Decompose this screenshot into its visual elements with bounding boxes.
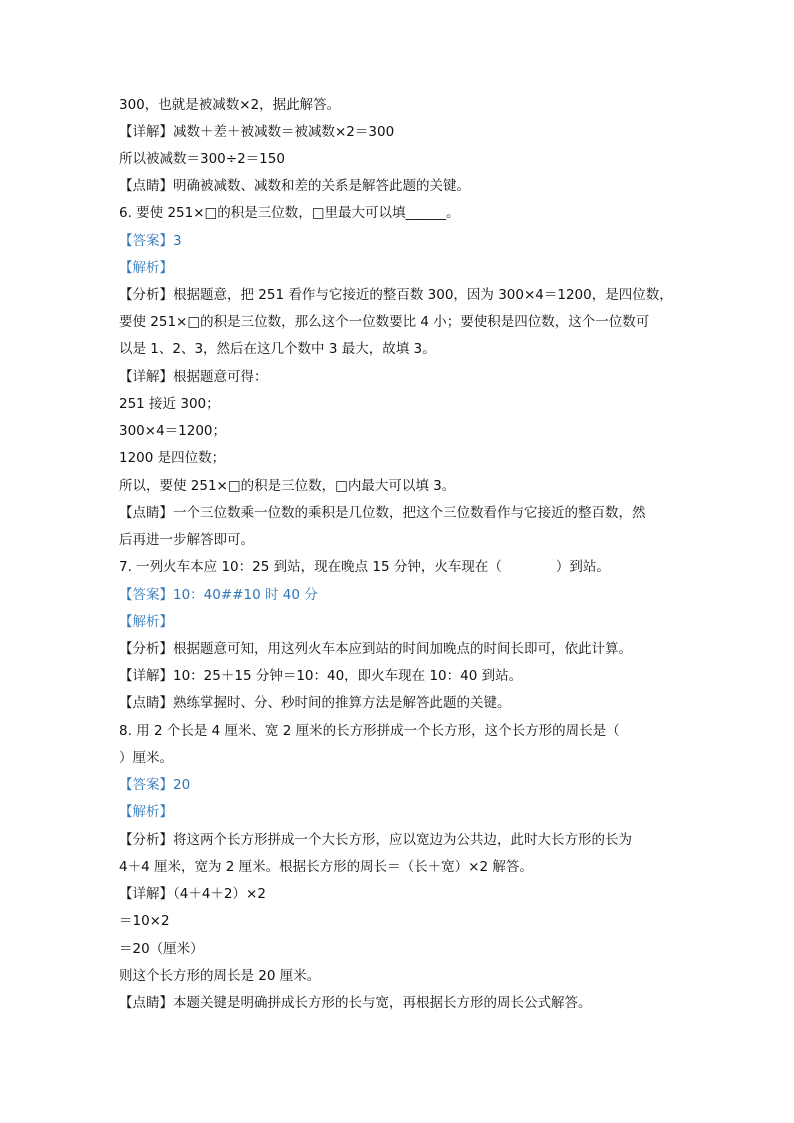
text-line: 【详解】（4＋4＋2）×2 (119, 886, 266, 902)
question-line: 7. 一列火车本应 10：25 到站，现在晚点 15 分钟，火车现在（ ）到站。 (119, 559, 610, 575)
text-line: 【点睛】本题关键是明确拼成长方形的长与宽，再根据长方形的周长公式解答。 (119, 995, 592, 1011)
text-line: 【分析】根据题意，把 251 看作与它接近的整百数 300，因为 300×4＝1200，是四位数， (119, 287, 673, 303)
text-line: 4＋4 厘米，宽为 2 厘米。根据长方形的周长＝（长＋宽）×2 解答。 (119, 859, 533, 875)
answer-line: 【答案】3 (119, 233, 182, 249)
text-line: 则这个长方形的周长是 20 厘米。 (119, 968, 321, 984)
text-line: 【点睛】熟练掌握时、分、秒时间的推算方法是解答此题的关键。 (119, 695, 511, 711)
text-line: ＝20（厘米） (119, 941, 204, 957)
question-line: 6. 要使 251×□的积是三位数，□里最大可以填______。 (119, 205, 460, 221)
analysis-heading: 【解析】 (119, 804, 173, 820)
text-line: 【分析】将这两个长方形拼成一个大长方形，应以宽边为公共边，此时大长方形的长为 (119, 832, 632, 848)
analysis-heading: 【解析】 (119, 260, 173, 276)
text-line: 所以被减数＝300÷2＝150 (119, 151, 285, 167)
text-line: 300×4＝1200； (119, 423, 227, 439)
text-line: 以是 1、2、3，然后在这几个数中 3 最大，故填 3。 (119, 341, 436, 357)
text-line: 后再进一步解答即可。 (119, 532, 254, 548)
text-line: 【点睛】明确被减数、减数和差的关系是解答此题的关键。 (119, 178, 470, 194)
text-line: 300，也就是被减数×2，据此解答。 (119, 97, 341, 113)
text-line: ＝10×2 (119, 913, 170, 929)
text-line: 【分析】根据题意可知，用这列火车本应到站的时间加晚点的时间长即可，依此计算。 (119, 641, 632, 657)
text-line: 251 接近 300； (119, 396, 220, 412)
text-line: 【详解】10：25＋15 分钟＝10：40，即火车现在 10：40 到站。 (119, 668, 523, 684)
answer-line: 【答案】10：40##10 时 40 分 (119, 587, 318, 603)
answer-line: 【答案】20 (119, 777, 191, 793)
text-line: 【详解】根据题意可得： (119, 369, 268, 385)
text-line: 1200 是四位数； (119, 450, 226, 466)
text-line: 【点睛】一个三位数乘一位数的乘积是几位数，把这个三位数看作与它接近的整百数，然 (119, 505, 646, 521)
text-line: 【详解】减数＋差＋被减数＝被减数×2＝300 (119, 124, 395, 140)
analysis-heading: 【解析】 (119, 614, 173, 630)
question-line: ）厘米。 (119, 750, 173, 766)
text-line: 所以，要使 251×□的积是三位数，□内最大可以填 3。 (119, 478, 456, 494)
question-line: 8. 用 2 个长是 4 厘米、宽 2 厘米的长方形拼成一个长方形，这个长方形的周长是（ (119, 723, 620, 739)
text-line: 要使 251×□的积是三位数，那么这个一位数要比 4 小；要使积是四位数，这个一位数可 (119, 314, 650, 330)
